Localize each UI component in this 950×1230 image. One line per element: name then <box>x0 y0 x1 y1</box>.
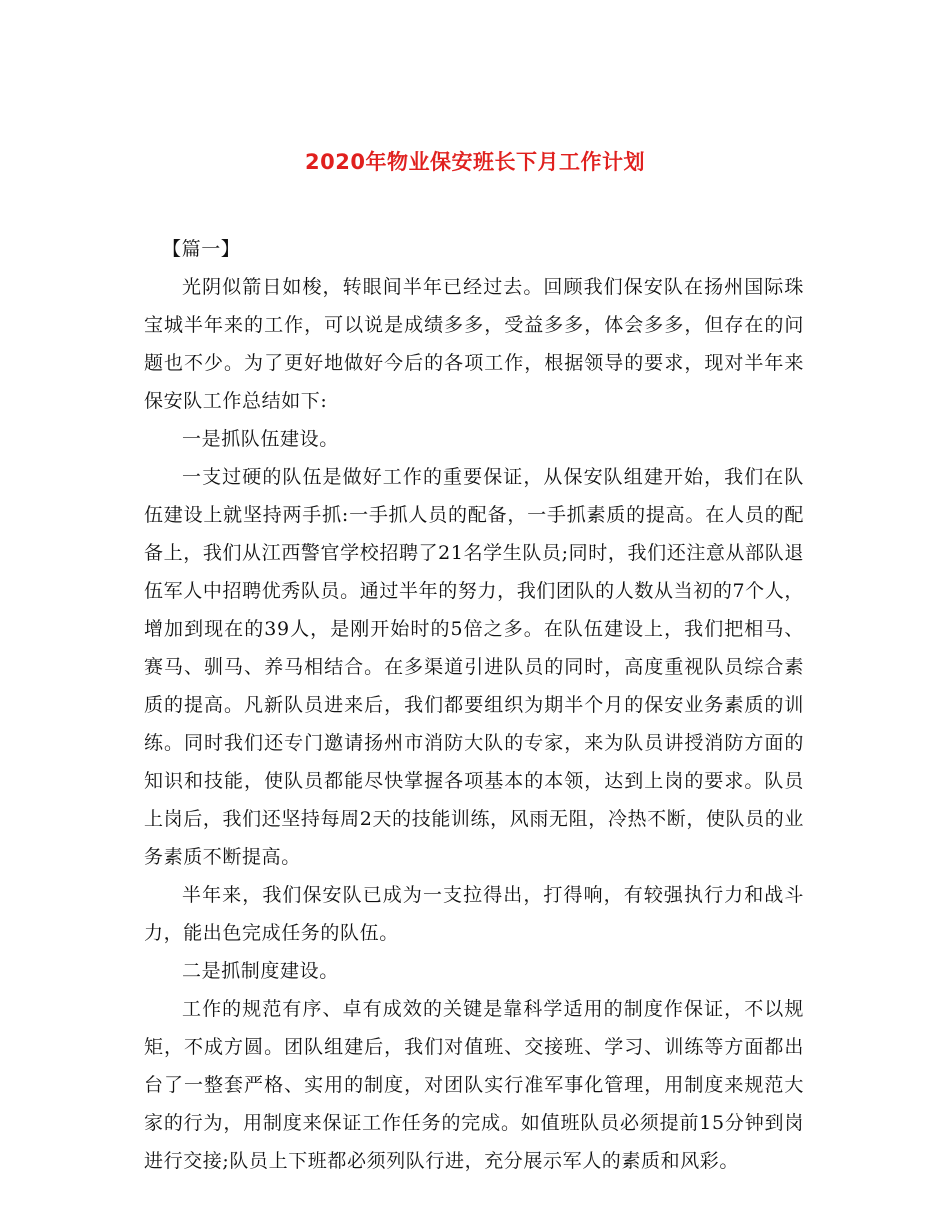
paragraph-system-building: 工作的规范有序、卓有成效的关键是靠科学适用的制度作保证，不以规矩，不成方圆。团队组建后，我们对值班、交接班、学习、训练等方面都出台了一整套严格、实用的制度，对团队实行准军事化管理，用制度来规范大家的行为，用制度来保证工作任务的完成。如值班队员必须提前15分钟到岗进行交接;队员上下班都必须列队行进，充分展示军人的素质和风彩。 <box>144 998 804 1172</box>
heading-system-building: 二是抓制度建设。 <box>182 960 339 982</box>
paragraph-team-building: 一支过硬的队伍是做好工作的重要保证，从保安队组建开始，我们在队伍建设上就坚持两手抓:一手抓人员的配备，一手抓素质的提高。在人员的配备上，我们从江西警官学校招聘了21名学生队员;同时，我们还注意从部队退伍军人中招聘优秀队员。通过半年的努力，我们团队的人数从当初的7个人，增加到现在的39人，是刚开始时的5倍之多。在队伍建设上，我们把相马、赛马、驯马、养马相结合。在多渠道引进队员的同时，高度重视队员综合素质的提高。凡新队员进来后，我们都要组织为期半个月的保安业务素质的训练。同时我们还专门邀请扬州市消防大队的专家，来为队员讲授消防方面的知识和技能，使队员都能尽快掌握各项基本的本领，达到上岗的要求。队员上岗后，我们还坚持每周2天的技能训练，风雨无阻，冷热不断，使队员的业务素质不断提高。 <box>144 466 804 868</box>
section-label: 【篇一】 <box>162 238 241 260</box>
document-body <box>144 230 804 1180</box>
paragraph-team-summary: 半年来，我们保安队已成为一支拉得出，打得响，有较强执行力和战斗力，能出色完成任务的队伍。 <box>144 884 804 944</box>
heading-team-building: 一是抓队伍建设。 <box>182 428 339 450</box>
document-title: 2020年物业保安班长下月工作计划 <box>305 150 645 174</box>
paragraph-intro: 光阴似箭日如梭，转眼间半年已经过去。回顾我们保安队在扬州国际珠宝城半年来的工作，可以说是成绩多多，受益多多，体会多多，但存在的问题也不少。为了更好地做好今后的各项工作，根据领导的要求，现对半年来保安队工作总结如下: <box>144 276 804 412</box>
